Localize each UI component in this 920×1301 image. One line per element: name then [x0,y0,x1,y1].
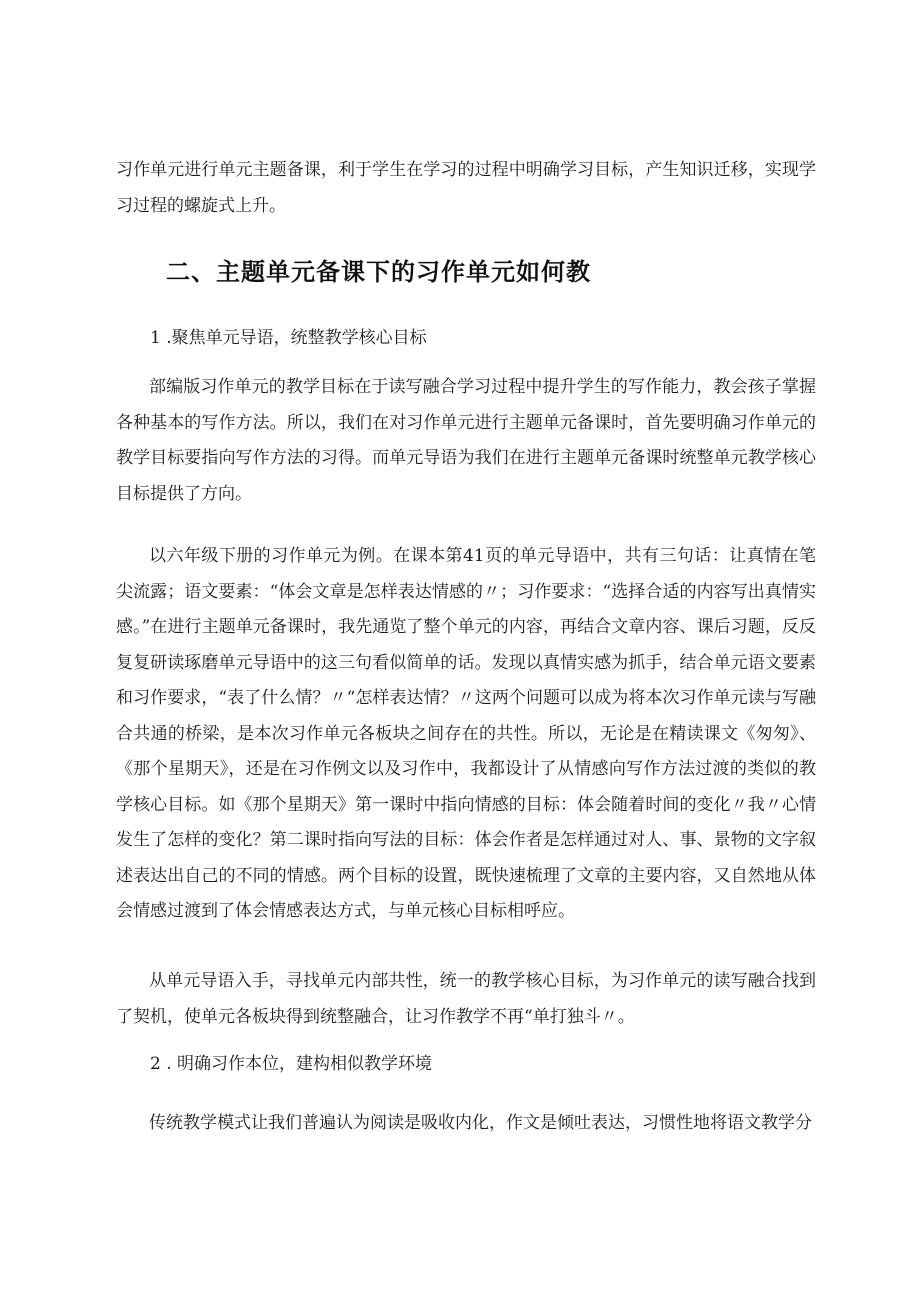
subheading-2: 2 . 明确习作本位，建构相似教学环境 [150,1054,433,1074]
paragraph-1: 部编版习作单元的教学目标在于读写融合学习过程中提升学生的写作能力，教会孩子掌握各种基本的写作方法。所以，我们在对习作单元进行主题单元备课时，首先要明确习作单元的教学目标要指向写作方法的习得。而单元导语为我们在进行主题单元备课时统整单元教学核心目标提供了方向。 [116,377,816,504]
section-heading: 二、主题单元备课下的习作单元如何教 [166,257,591,286]
subheading-1: 1 .聚焦单元导语，统整教学核心目标 [150,328,427,348]
intro-paragraph: 习作单元进行单元主题备课，利于学生在学习的过程中明确学习目标，产生知识迁移，实现学习过程的螺旋式上升。 [116,160,816,216]
paragraph-3: 从单元导语入手，寻找单元内部共性，统一的教学核心目标，为习作单元的读写融合找到了契机，使单元各板块得到统整融合，让习作教学不再“单打独斗〃。 [116,971,816,1027]
paragraph-2: 以六年级下册的习作单元为例。在课本第41页的单元导语中，共有三句话：让真情在笔尖流露；语文要素：“体会文章是怎样表达情感的〃；习作要求：“选择合适的内容写出真情实感。”在进行主题单元备课时，我先通览了整个单元的内容，再结合文章内容、课后习题，反反复复研读琢磨单元导语中的这三句看似简单的话。发现以真情实感为抓手，结合单元语文要素和习作要求，“表了什么情？〃“怎样表达情？〃这两个问题可以成为将本次习作单元读与写融合共通的桥梁，是本次习作单元各板块之间存在的共性。所以，无论是在精读课文《匆匆》、《那个星期天》，还是在习作例文以及习作中，我都设计了从情感向写作方法过渡的类似的教学核心目标。如《那个星期天》第一课时中指向情感的目标：体会随着时间的变化〃我〃心情发生了怎样的变化？第二课时指向写法的目标：体会作者是怎样通过对人、事、景物的文字叙述表达出自己的不同的情感。两个目标的设置，既快速梳理了文章的主要内容，又自然地从体会情感过渡到了体会情感表达方式，与单元核心目标相呼应。 [116,546,816,921]
paragraph-4: 传统教学模式让我们普遍认为阅读是吸收内化，作文是倾吐表达，习惯性地将语文教学分 [149,1113,812,1133]
